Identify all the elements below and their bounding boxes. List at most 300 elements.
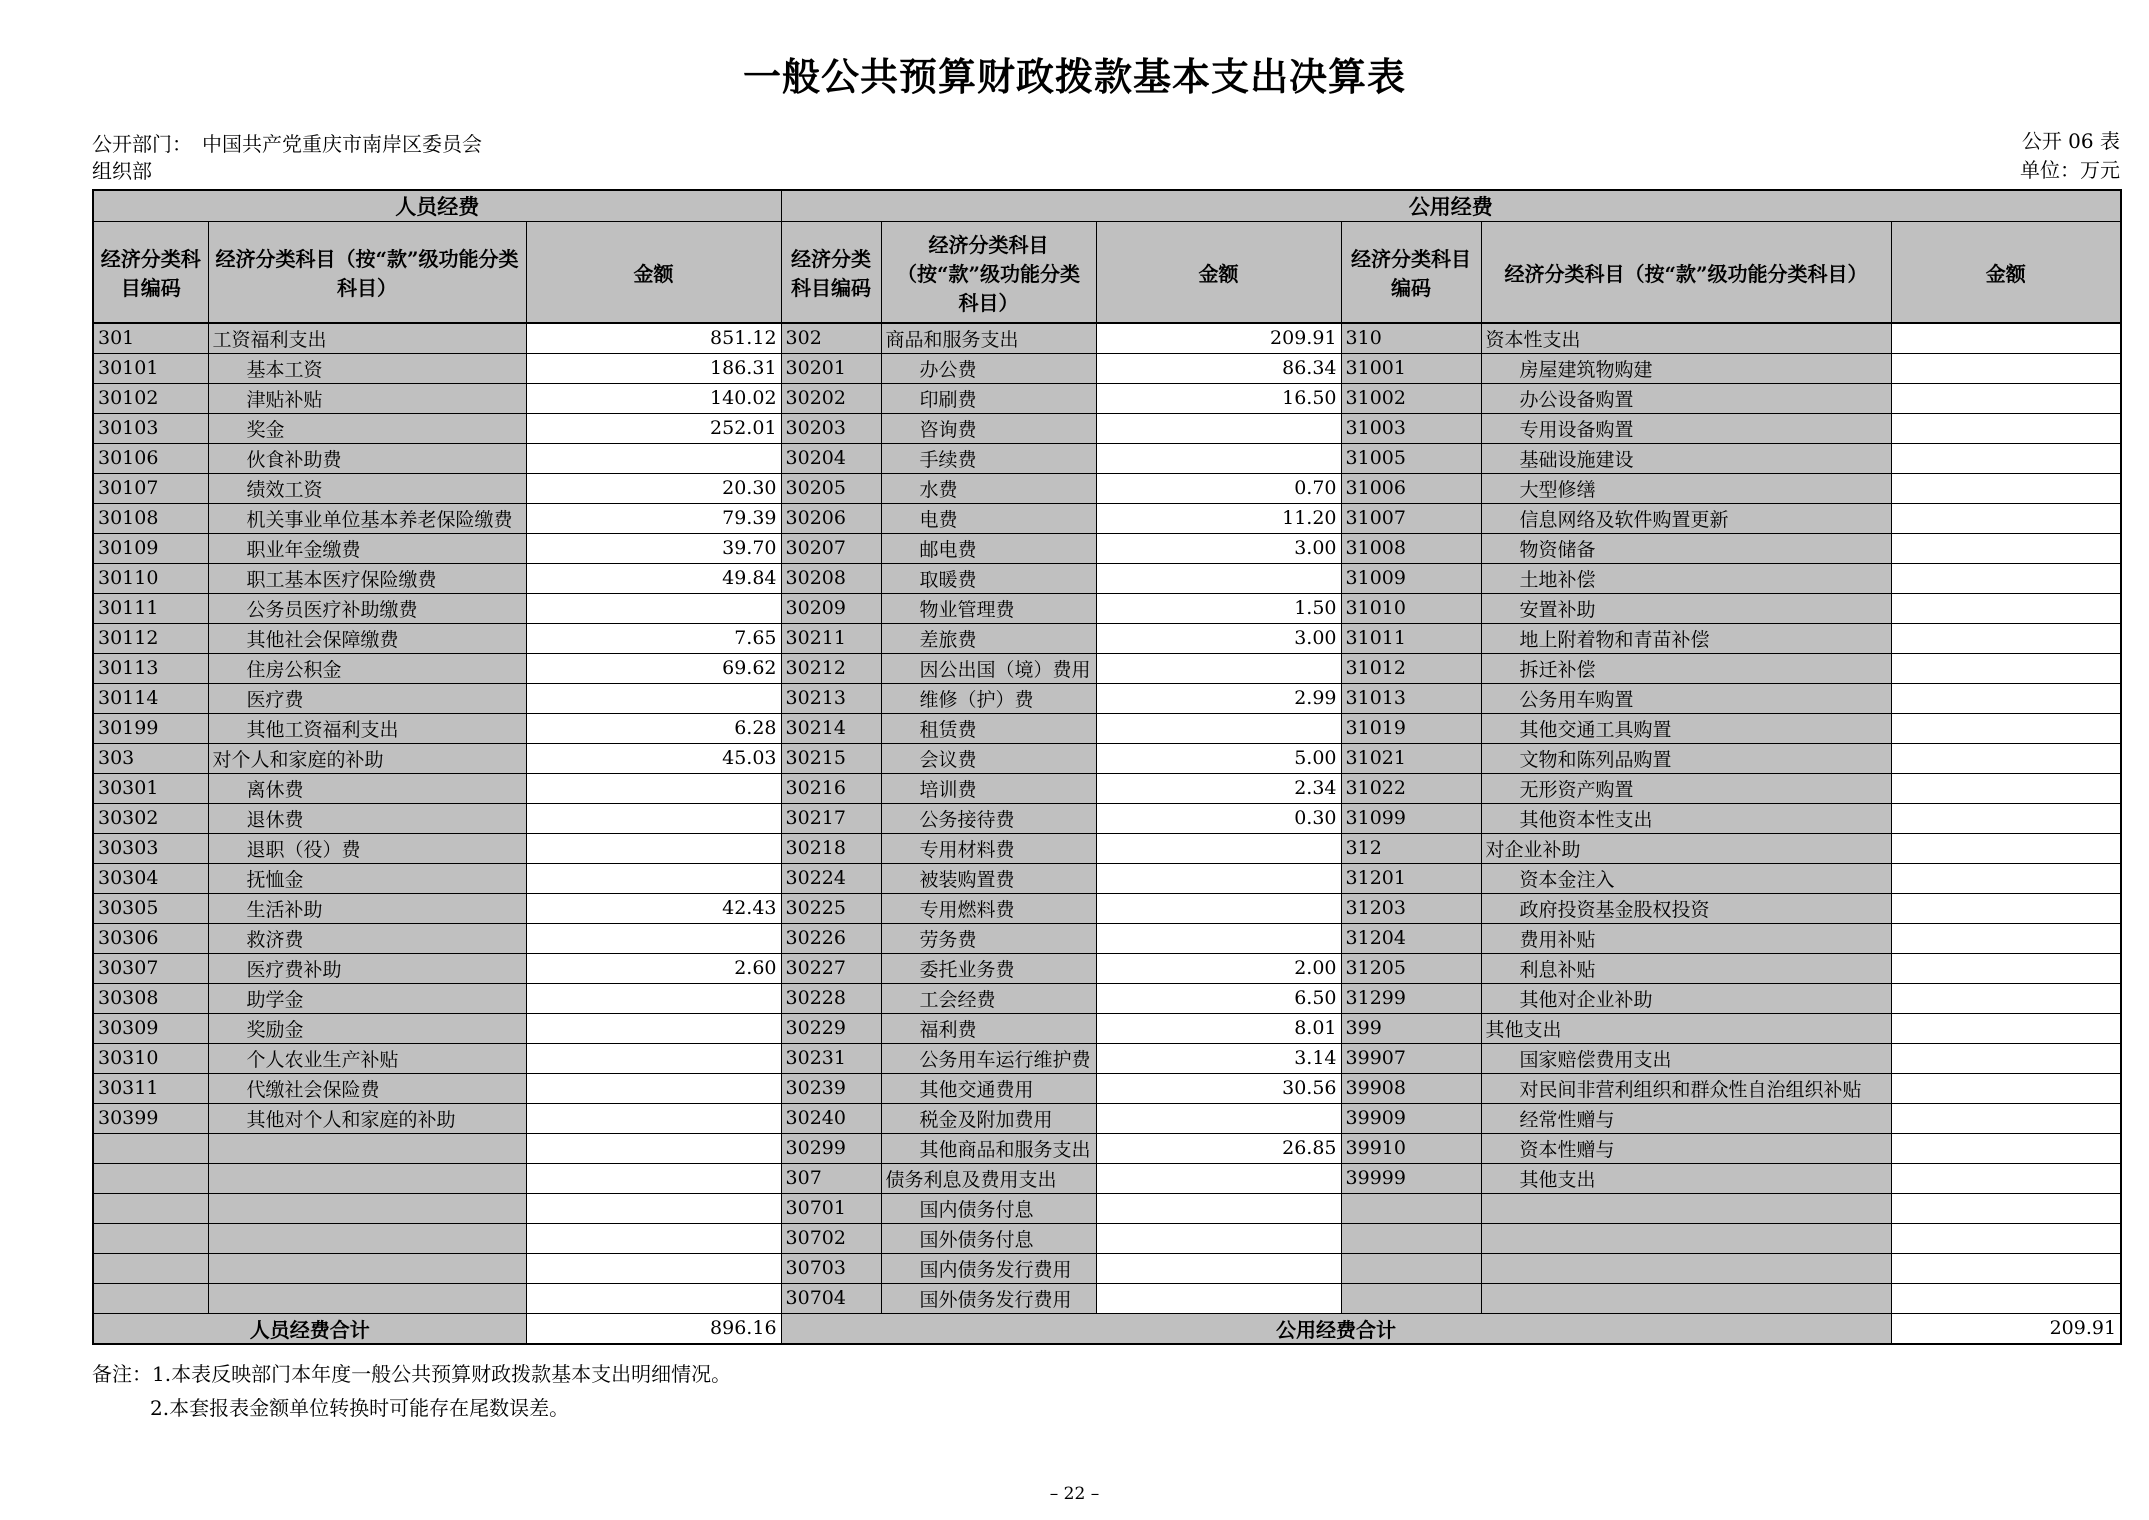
cell-code: 31009 [1341,563,1481,593]
cell-code: 30301 [93,773,208,803]
group-public-funds: 公用经费 [781,190,2121,222]
personnel-total-label: 人员经费合计 [93,1313,526,1344]
cell-amount [526,1103,781,1133]
cell-amount: 49.84 [526,563,781,593]
cell-amount [526,863,781,893]
cell-code: 30203 [781,413,881,443]
cell-code: 30310 [93,1043,208,1073]
cell-subject: 地上附着物和青苗补偿 [1481,623,1891,653]
cell-code: 312 [1341,833,1481,863]
table-row [93,563,2121,593]
cell-code: 30302 [93,803,208,833]
cell-subject: 文物和陈列品购置 [1481,743,1891,773]
cell-amount [1891,1013,2121,1043]
cell-amount: 39.70 [526,533,781,563]
cell-subject: 邮电费 [881,533,1096,563]
group-header-row [93,190,2121,222]
cell-code: 30215 [781,743,881,773]
cell-subject: 土地补偿 [1481,563,1891,593]
col-header-code: 经济分类科目编码 [781,222,881,324]
cell-amount [1891,413,2121,443]
cell-amount: 3.00 [1096,623,1341,653]
cell-code: 31002 [1341,383,1481,413]
cell-subject: 医疗费 [208,683,526,713]
cell-subject: 专用材料费 [881,833,1096,863]
note-line-1: 备注：1.本表反映部门本年度一般公共预算财政拨款基本支出明细情况。 [92,1362,732,1386]
cell-subject: 国外债务发行费用 [881,1283,1096,1313]
cell-subject: 生活补助 [208,893,526,923]
cell-subject: 津贴补贴 [208,383,526,413]
col-header-amount: 金额 [526,222,781,324]
cell-code [93,1253,208,1283]
cell-amount [526,803,781,833]
cell-code: 30239 [781,1073,881,1103]
cell-code: 30704 [781,1283,881,1313]
cell-subject: 国内债务发行费用 [881,1253,1096,1283]
cell-amount [1096,1283,1341,1313]
cell-code [1341,1283,1481,1313]
cell-subject: 国内债务付息 [881,1193,1096,1223]
cell-subject: 伙食补助费 [208,443,526,473]
cell-amount [1891,743,2121,773]
cell-subject: 咨询费 [881,413,1096,443]
cell-code: 30108 [93,503,208,533]
table-row [93,413,2121,443]
cell-code: 30201 [781,353,881,383]
cell-amount: 86.34 [1096,353,1341,383]
cell-subject: 培训费 [881,773,1096,803]
cell-subject: 其他社会保障缴费 [208,623,526,653]
cell-amount [1096,923,1341,953]
cell-amount [526,1223,781,1253]
cell-code: 30209 [781,593,881,623]
cell-amount [1891,1133,2121,1163]
cell-subject: 委托业务费 [881,953,1096,983]
cell-subject: 劳务费 [881,923,1096,953]
cell-subject: 维修（护）费 [881,683,1096,713]
cell-code: 31003 [1341,413,1481,443]
cell-subject: 其他工资福利支出 [208,713,526,743]
table-row [93,1163,2121,1193]
cell-amount: 45.03 [526,743,781,773]
cell-code [93,1163,208,1193]
cell-amount [1096,413,1341,443]
cell-amount [1096,713,1341,743]
cell-amount [1096,1103,1341,1133]
table-row [93,1103,2121,1133]
cell-amount: 186.31 [526,353,781,383]
cell-code: 31005 [1341,443,1481,473]
cell-code: 303 [93,743,208,773]
cell-code: 30306 [93,923,208,953]
cell-subject: 其他支出 [1481,1013,1891,1043]
cell-amount [1891,1223,2121,1253]
table-row [93,863,2121,893]
cell-code: 30225 [781,893,881,923]
cell-subject: 职业年金缴费 [208,533,526,563]
col-header-subject: 经济分类科目（按“款”级功能分类科目） [208,222,526,324]
cell-code: 30214 [781,713,881,743]
cell-code: 30211 [781,623,881,653]
cell-amount [1096,1253,1341,1283]
cell-amount [1096,563,1341,593]
cell-amount: 30.56 [1096,1073,1341,1103]
cell-subject: 救济费 [208,923,526,953]
table-row [93,953,2121,983]
cell-subject: 经常性赠与 [1481,1103,1891,1133]
cell-subject: 奖励金 [208,1013,526,1043]
cell-subject: 公务用车购置 [1481,683,1891,713]
cell-subject: 职工基本医疗保险缴费 [208,563,526,593]
cell-code: 31201 [1341,863,1481,893]
cell-amount [1891,683,2121,713]
cell-subject: 水费 [881,473,1096,503]
cell-amount [1891,833,2121,863]
cell-amount [526,443,781,473]
cell-code: 30229 [781,1013,881,1043]
cell-subject: 抚恤金 [208,863,526,893]
cell-code: 30701 [781,1193,881,1223]
cell-amount [526,983,781,1013]
cell-subject: 物资储备 [1481,533,1891,563]
table-row [93,1013,2121,1043]
cell-amount: 0.30 [1096,803,1341,833]
cell-amount: 252.01 [526,413,781,443]
cell-code: 31099 [1341,803,1481,833]
cell-code: 31011 [1341,623,1481,653]
table-number: 公开 06 表 [2021,129,2120,153]
col-header-amount: 金额 [1096,222,1341,324]
cell-code: 307 [781,1163,881,1193]
cell-subject: 国家赔偿费用支出 [1481,1043,1891,1073]
cell-amount [1096,1223,1341,1253]
cell-code: 30199 [93,713,208,743]
cell-code: 30109 [93,533,208,563]
cell-amount [1891,383,2121,413]
cell-subject: 商品和服务支出 [881,323,1096,353]
cell-subject [208,1253,526,1283]
cell-subject: 公务用车运行维护费 [881,1043,1096,1073]
cell-code: 31007 [1341,503,1481,533]
cell-amount: 2.99 [1096,683,1341,713]
col-header-amount: 金额 [1891,222,2121,324]
cell-subject: 国外债务付息 [881,1223,1096,1253]
cell-code: 30399 [93,1103,208,1133]
cell-subject: 公务员医疗补助缴费 [208,593,526,623]
cell-code: 30307 [93,953,208,983]
cell-code: 30218 [781,833,881,863]
cell-code: 30106 [93,443,208,473]
cell-amount [526,1283,781,1313]
cell-amount: 0.70 [1096,473,1341,503]
table-row [93,383,2121,413]
cell-subject: 安置补助 [1481,593,1891,623]
cell-code [1341,1193,1481,1223]
cell-amount [526,683,781,713]
cell-amount [1891,1043,2121,1073]
cell-amount: 8.01 [1096,1013,1341,1043]
cell-subject: 资本性支出 [1481,323,1891,353]
cell-amount [1891,503,2121,533]
table-row [93,923,2121,953]
cell-amount: 26.85 [1096,1133,1341,1163]
cell-amount [526,1253,781,1283]
cell-subject: 工会经费 [881,983,1096,1013]
cell-subject [208,1163,526,1193]
cell-code: 30231 [781,1043,881,1073]
col-header-code: 经济分类科目编码 [93,222,208,324]
cell-code: 31205 [1341,953,1481,983]
cell-code: 30226 [781,923,881,953]
cell-amount [1891,443,2121,473]
cell-subject: 其他商品和服务支出 [881,1133,1096,1163]
cell-subject: 债务利息及费用支出 [881,1163,1096,1193]
cell-subject: 差旅费 [881,623,1096,653]
cell-code: 31008 [1341,533,1481,563]
cell-amount: 209.91 [1096,323,1341,353]
cell-subject [1481,1223,1891,1253]
cell-amount: 6.28 [526,713,781,743]
personnel-total-amount: 896.16 [526,1313,781,1344]
cell-amount: 851.12 [526,323,781,353]
cell-code: 30114 [93,683,208,713]
col-header-code: 经济分类科目编码 [1341,222,1481,324]
cell-subject: 被装购置费 [881,863,1096,893]
cell-amount [526,833,781,863]
cell-code: 30224 [781,863,881,893]
cell-amount: 1.50 [1096,593,1341,623]
cell-amount [1891,563,2121,593]
cell-code: 31022 [1341,773,1481,803]
cell-subject [1481,1193,1891,1223]
cell-amount [526,1013,781,1043]
table-row [93,653,2121,683]
cell-code: 30702 [781,1223,881,1253]
cell-amount [526,773,781,803]
cell-amount: 42.43 [526,893,781,923]
cell-code: 39999 [1341,1163,1481,1193]
cell-code: 30305 [93,893,208,923]
cell-code: 31006 [1341,473,1481,503]
cell-amount: 5.00 [1096,743,1341,773]
cell-code: 30107 [93,473,208,503]
cell-amount [526,1073,781,1103]
cell-subject: 基础设施建设 [1481,443,1891,473]
cell-subject: 其他支出 [1481,1163,1891,1193]
cell-amount [526,1163,781,1193]
table-row [93,353,2121,383]
table-row [93,503,2121,533]
cell-code: 39907 [1341,1043,1481,1073]
cell-code [1341,1223,1481,1253]
column-header-row [93,222,2121,324]
table-row [93,983,2121,1013]
cell-code: 30202 [781,383,881,413]
table-row [93,1283,2121,1313]
cell-code: 30703 [781,1253,881,1283]
cell-code: 310 [1341,323,1481,353]
table-row [93,1133,2121,1163]
cell-amount [1891,653,2121,683]
cell-amount [1891,533,2121,563]
cell-amount [1096,863,1341,893]
cell-subject: 专用燃料费 [881,893,1096,923]
cell-amount [1891,1163,2121,1193]
col-header-subject: 经济分类科目（按“款”级功能分类科目） [881,222,1096,324]
cell-subject: 会议费 [881,743,1096,773]
cell-code: 30212 [781,653,881,683]
cell-code: 31021 [1341,743,1481,773]
cell-subject: 对个人和家庭的补助 [208,743,526,773]
cell-subject: 大型修缮 [1481,473,1891,503]
cell-subject: 其他交通费用 [881,1073,1096,1103]
cell-subject: 物业管理费 [881,593,1096,623]
table-row [93,833,2121,863]
cell-amount: 2.34 [1096,773,1341,803]
cell-amount [1891,893,2121,923]
table-row [93,1073,2121,1103]
cell-amount [526,1133,781,1163]
cell-subject: 电费 [881,503,1096,533]
cell-code: 30304 [93,863,208,893]
cell-subject: 机关事业单位基本养老保险缴费 [208,503,526,533]
cell-subject: 其他交通工具购置 [1481,713,1891,743]
cell-subject: 信息网络及软件购置更新 [1481,503,1891,533]
cell-amount [526,1043,781,1073]
cell-amount: 79.39 [526,503,781,533]
cell-code: 30308 [93,983,208,1013]
cell-amount [1891,803,2121,833]
cell-code: 31012 [1341,653,1481,683]
table-row [93,1043,2121,1073]
cell-subject: 代缴社会保险费 [208,1073,526,1103]
cell-amount [1891,713,2121,743]
cell-subject: 其他资本性支出 [1481,803,1891,833]
table-row [93,533,2121,563]
table-row [93,803,2121,833]
cell-subject: 费用补贴 [1481,923,1891,953]
cell-code: 30206 [781,503,881,533]
public-total-label: 公用经费合计 [781,1313,1891,1344]
cell-amount: 11.20 [1096,503,1341,533]
cell-code: 31299 [1341,983,1481,1013]
col-header-subject: 经济分类科目（按“款”级功能分类科目） [1481,222,1891,324]
cell-code: 39908 [1341,1073,1481,1103]
cell-subject: 绩效工资 [208,473,526,503]
cell-amount [1096,893,1341,923]
cell-subject: 离休费 [208,773,526,803]
publishing-department [92,131,482,185]
table-meta [2020,127,2120,185]
meta-row [92,127,2120,185]
cell-amount [1096,833,1341,863]
cell-code: 30311 [93,1073,208,1103]
cell-code: 30213 [781,683,881,713]
table-row [93,473,2121,503]
table-row [93,323,2121,353]
cell-subject: 专用设备购置 [1481,413,1891,443]
cell-code: 39910 [1341,1133,1481,1163]
cell-amount [1891,983,2121,1013]
cell-subject: 税金及附加费用 [881,1103,1096,1133]
cell-amount: 140.02 [526,383,781,413]
cell-amount [1891,953,2121,983]
table-row [93,773,2121,803]
cell-code: 30102 [93,383,208,413]
cell-code: 30111 [93,593,208,623]
cell-code: 31001 [1341,353,1481,383]
cell-code: 30103 [93,413,208,443]
page-title: 一般公共预算财政拨款基本支出决算表 [742,54,1406,99]
cell-amount [526,1193,781,1223]
cell-subject: 对民间非营利组织和群众性自治组织补贴 [1481,1073,1891,1103]
cell-code: 30208 [781,563,881,593]
group-personnel-funds: 人员经费 [93,190,781,222]
cell-subject: 资本金注入 [1481,863,1891,893]
cell-code: 30227 [781,953,881,983]
cell-amount: 3.14 [1096,1043,1341,1073]
cell-subject: 个人农业生产补贴 [208,1043,526,1073]
cell-subject: 对企业补助 [1481,833,1891,863]
cell-code [93,1283,208,1313]
cell-code: 301 [93,323,208,353]
cell-subject: 取暖费 [881,563,1096,593]
unit-label: 单位：万元 [2020,158,2120,182]
cell-subject: 资本性赠与 [1481,1133,1891,1163]
table-row [93,1253,2121,1283]
cell-code [1341,1253,1481,1283]
page-number: – 22 – [1049,1484,1100,1504]
cell-code: 31010 [1341,593,1481,623]
cell-amount [1891,593,2121,623]
cell-code: 30240 [781,1103,881,1133]
table-row [93,713,2121,743]
cell-amount: 2.60 [526,953,781,983]
cell-amount [1096,1163,1341,1193]
cell-amount [526,923,781,953]
cell-subject: 租赁费 [881,713,1096,743]
cell-subject: 利息补贴 [1481,953,1891,983]
cell-amount [1891,1283,2121,1313]
cell-subject: 办公费 [881,353,1096,383]
cell-subject: 医疗费补助 [208,953,526,983]
cell-subject: 政府投资基金股权投资 [1481,893,1891,923]
cell-amount [1891,1193,2121,1223]
cell-code: 399 [1341,1013,1481,1043]
cell-code: 39909 [1341,1103,1481,1133]
cell-code [93,1223,208,1253]
cell-code: 31203 [1341,893,1481,923]
cell-amount [1096,443,1341,473]
cell-amount [526,593,781,623]
cell-amount: 7.65 [526,623,781,653]
cell-amount [1891,1103,2121,1133]
cell-subject [208,1133,526,1163]
cell-code: 31019 [1341,713,1481,743]
table-row [93,443,2121,473]
expenditure-table [92,189,2122,1345]
table-row [93,893,2121,923]
cell-amount [1891,1073,2121,1103]
cell-subject: 工资福利支出 [208,323,526,353]
cell-code: 31204 [1341,923,1481,953]
cell-amount [1096,653,1341,683]
cell-code: 30309 [93,1013,208,1043]
cell-code: 30217 [781,803,881,833]
dept-line-2: 组织部 [92,159,152,183]
dept-line-1: 公开部门： 中国共产党重庆市南岸区委员会 [92,132,482,156]
cell-amount: 20.30 [526,473,781,503]
